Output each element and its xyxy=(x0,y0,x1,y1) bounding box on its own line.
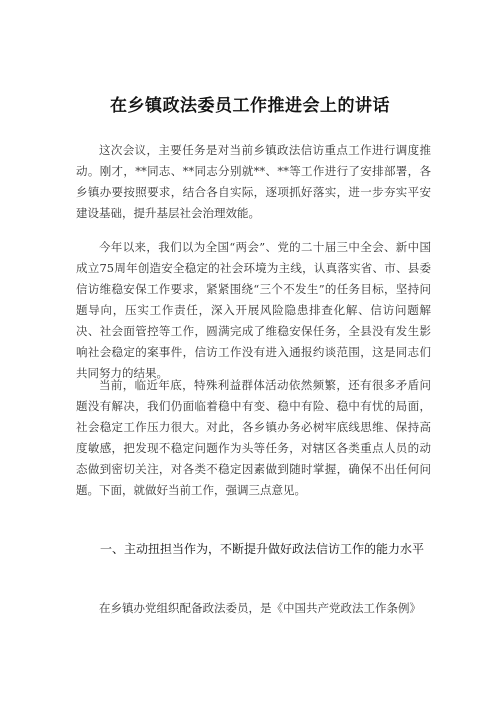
paragraph-4: 在乡镇办党组织配备政法委员，是《中国共产党政法工作条例》 xyxy=(99,601,421,615)
paragraph-1: 这次会议，主要任务是对当前乡镇政法信访重点工作进行调度推动。刚才，**同志、**同志分别就**、**等工作进行了安排部署，各乡镇办要按照要求，结合各自实际，逐项抓好落实，进一步夯实平安建设基础，提升基层社会治理效能。 xyxy=(76,143,431,220)
paragraph-2: 今年以来，我们以为全国“两会”、党的二十届三中全会、新中国成立75周年创造安全稳定的社会环境为主线，认真落实省、市、县委信访维稳安保工作要求，紧紧围绕“三个不发生”的任务目标，坚持问题导向，压实工作责任，深入开展风险隐患排查化解、信访问题解决、社会面管控等工作，圆满完成了维稳安保任务，全县没有发生影响社会稳定的案事件，信访工作没有进入通报约谈范围，这是同志们共同努力的结果。 xyxy=(76,240,431,380)
document-title: 在乡镇政法委员工作推进会上的讲话 xyxy=(110,96,390,116)
paragraph-3: 当前，临近年底，特殊利益群体活动依然频繁，还有很多矛盾问题没有解决，我们仍面临着稳中有变、稳中有险、稳中有忧的局面，社会稳定工作压力很大。对此，各乡镇办务必树牢底线思维、保持高度敏感，把发现不稳定问题作为头等任务，对辖区各类重点人员的动态做到密切关注，对各类不稳定因素做到随时掌握，确保不出任何问题。下面，就做好当前工作，强调三点意见。 xyxy=(76,378,431,497)
section-heading-1: 一、主动扭担当作为，不断提升做好政法信访工作的能力水平 xyxy=(100,542,425,556)
